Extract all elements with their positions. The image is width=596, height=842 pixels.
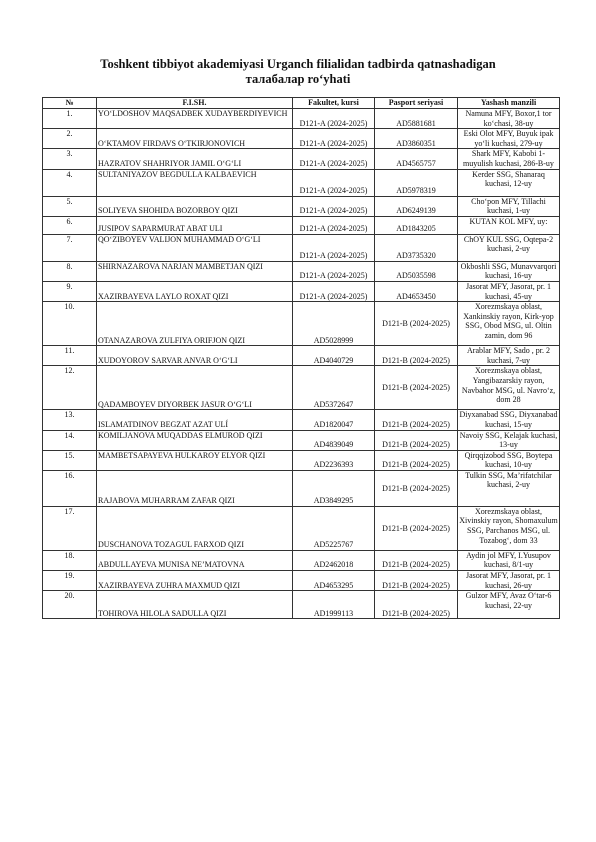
row-number: 13. [43, 410, 97, 430]
full-name-cell: QO‘ZIBOYEV VALIJON MUHAMMAD O‘G‘LI [97, 234, 293, 261]
row-number: 6. [43, 216, 97, 234]
address-cell: Okboshli SSG, Munavvarqori kuchasi, 16-uy [458, 261, 560, 281]
table-row [43, 366, 560, 410]
full-name-cell: OTANAZAROVA ZULFIYA ORIFJON QIZI [97, 302, 293, 346]
table-header-row [43, 98, 560, 109]
full-name-cell: HAZRATOV SHAHRIYOR JAMIL O‘G‘LI [97, 149, 293, 169]
faculty-cell: D121-A (2024-2025) [293, 216, 375, 234]
full-name-cell: KOMILJANOVA MUQADDAS ELMUROD QIZI [97, 430, 293, 450]
passport-cell: D121-B (2024-2025) [375, 430, 458, 450]
faculty-cell: AD4653295 [293, 571, 375, 591]
row-number: 3. [43, 149, 97, 169]
full-name-cell: SHIRNAZAROVA NARJAN MAMBETJAN QIZI [97, 261, 293, 281]
passport-cell: AD5881681 [375, 109, 458, 129]
full-name-cell: RAJABOVA MUHARRAM ZAFAR QIZI [97, 470, 293, 506]
faculty-cell: AD5372647 [293, 366, 375, 410]
full-name-cell: DUSCHANOVA TOZAGUL FARXOD QIZI [97, 506, 293, 550]
full-name-cell: SULTANIYAZOV BEGDULLA KALBAEVICH [97, 169, 293, 196]
passport-cell: D121-B (2024-2025) [375, 571, 458, 591]
passport-cell: D121-B (2024-2025) [375, 410, 458, 430]
faculty-cell: D121-A (2024-2025) [293, 196, 375, 216]
passport-cell: D121-B (2024-2025) [375, 591, 458, 619]
table-body [43, 109, 560, 619]
table-row [43, 216, 560, 234]
table-row [43, 550, 560, 570]
table-row [43, 169, 560, 196]
row-number: 16. [43, 470, 97, 506]
address-cell: Navoiy SSG, Kelajak kuchasi, 13-uy [458, 430, 560, 450]
row-number: 2. [43, 129, 97, 149]
faculty-cell: AD3849295 [293, 470, 375, 506]
title-line-2: талабалар ro‘yhati [245, 72, 351, 86]
table-row [43, 196, 560, 216]
faculty-cell: AD4040729 [293, 346, 375, 366]
faculty-cell: D121-A (2024-2025) [293, 109, 375, 129]
header-address: Yashash manzili [458, 98, 560, 109]
address-cell: Qirqqizobod SSG, Boytepa kuchasi, 10-uy [458, 450, 560, 470]
table-row [43, 346, 560, 366]
row-number: 7. [43, 234, 97, 261]
table-row [43, 470, 560, 506]
title-line-1: Toshkent tibbiyot akademiyasi Urganch filialidan tadbirda qatnashadigan [100, 57, 496, 71]
table-row [43, 302, 560, 346]
table-row [43, 410, 560, 430]
faculty-cell: AD5225767 [293, 506, 375, 550]
address-cell: ChOY KUL SSG, Oqtepa-2 kuchasi, 2-uy [458, 234, 560, 261]
address-cell: Xorezmskaya oblast, Xankinskiy rayon, Kirk-yop SSG, Obod MSG, ul. Oltin zamin, dom 96 [458, 302, 560, 346]
full-name-cell: ABDULLAYEVA MUNISA NE’MATOVNA [97, 550, 293, 570]
address-cell: Jasorat MFY, Jasorat, pr. 1 kuchasi, 26-uy [458, 571, 560, 591]
table-row [43, 149, 560, 169]
address-cell: Aydin jol MFY, I.Yusupov kuchasi, 8/1-uy [458, 550, 560, 570]
full-name-cell: TOHIROVA HILOLA SADULLA QIZI [97, 591, 293, 619]
faculty-cell: D121-A (2024-2025) [293, 169, 375, 196]
full-name-cell: XAZIRBAYEVA ZUHRA MAXMUD QIZI [97, 571, 293, 591]
full-name-cell: ISLAMATDINOV BEGZAT AZAT ULÍ [97, 410, 293, 430]
table-row [43, 281, 560, 301]
address-cell: Diyxanabad SSG, Diyxanabad kuchasi, 15-uy [458, 410, 560, 430]
passport-cell: AD4653450 [375, 281, 458, 301]
address-cell: Xorezmskaya oblast, Yangibazarskiy rayon, Navbahor MSG, ul. Navro‘z, dom 28 [458, 366, 560, 410]
faculty-cell: D121-A (2024-2025) [293, 149, 375, 169]
passport-cell: AD6249139 [375, 196, 458, 216]
passport-cell: D121-B (2024-2025) [375, 450, 458, 470]
table-row [43, 234, 560, 261]
passport-cell: D121-B (2024-2025) [375, 506, 458, 550]
address-cell: Eski Olot MFY, Buyuk ipak yo‘li kuchasi, 279-uy [458, 129, 560, 149]
header-full-name: F.I.SH. [97, 98, 293, 109]
address-cell: Gulzor MFY, Avaz O‘tar-6 kuchasi, 22-uy [458, 591, 560, 619]
row-number: 19. [43, 571, 97, 591]
faculty-cell: D121-A (2024-2025) [293, 261, 375, 281]
table-row [43, 571, 560, 591]
faculty-cell: D121-A (2024-2025) [293, 281, 375, 301]
full-name-cell: JUSIPOV SAPARMURAT ABAT ULI [97, 216, 293, 234]
header-passport: Pasport seriyasi [375, 98, 458, 109]
faculty-cell: AD4839049 [293, 430, 375, 450]
row-number: 18. [43, 550, 97, 570]
row-number: 14. [43, 430, 97, 450]
passport-cell: D121-B (2024-2025) [375, 470, 458, 506]
participants-table [42, 97, 560, 619]
faculty-cell: AD2462018 [293, 550, 375, 570]
faculty-cell: AD5028999 [293, 302, 375, 346]
passport-cell: D121-B (2024-2025) [375, 550, 458, 570]
passport-cell: AD5035598 [375, 261, 458, 281]
full-name-cell: YO‘LDOSHOV MAQSADBEK XUDAYBERDIYEVICH [97, 109, 293, 129]
passport-cell: AD4565757 [375, 149, 458, 169]
row-number: 17. [43, 506, 97, 550]
row-number: 10. [43, 302, 97, 346]
row-number: 4. [43, 169, 97, 196]
address-cell: Jasorat MFY, Jasorat, pr. 1 kuchasi, 45-uy [458, 281, 560, 301]
passport-cell: AD3735320 [375, 234, 458, 261]
faculty-cell: D121-A (2024-2025) [293, 129, 375, 149]
address-cell: Kerder SSG, Shanaraq kuchasi, 12-uy [458, 169, 560, 196]
faculty-cell: AD2236393 [293, 450, 375, 470]
full-name-cell: O‘KTAMOV FIRDAVS O‘TKIRJONOVICH [97, 129, 293, 149]
row-number: 1. [43, 109, 97, 129]
row-number: 12. [43, 366, 97, 410]
address-cell: Shark MFY, Kabobi 1-muyulish kuchasi, 286-B-uy [458, 149, 560, 169]
passport-cell: D121-B (2024-2025) [375, 366, 458, 410]
table-row [43, 261, 560, 281]
address-cell: KUTAN KOL MFY, uy: [458, 216, 560, 234]
passport-cell: AD5978319 [375, 169, 458, 196]
passport-cell: AD1843205 [375, 216, 458, 234]
row-number: 11. [43, 346, 97, 366]
faculty-cell: D121-A (2024-2025) [293, 234, 375, 261]
address-cell: Tulkin SSG, Ma’rifatchilar kuchasi, 2-uy [458, 470, 560, 506]
row-number: 20. [43, 591, 97, 619]
address-cell: Xorezmskaya oblast, Xivinskiy rayon, Shomaxulum SSG, Parchanos MSG, ul. Tozabog‘, dom 33 [458, 506, 560, 550]
passport-cell: D121-B (2024-2025) [375, 346, 458, 366]
row-number: 15. [43, 450, 97, 470]
header-faculty: Fakultet, kursi [293, 98, 375, 109]
address-cell: Arablar MFY, Sado , pr. 2 kuchasi, 7-uy [458, 346, 560, 366]
full-name-cell: SOLIYEVA SHOHIDA BOZORBOY QIZI [97, 196, 293, 216]
full-name-cell: XUDOYOROV SARVAR ANVAR O‘G‘LI [97, 346, 293, 366]
full-name-cell: XAZIRBAYEVA LAYLO ROXAT QIZI [97, 281, 293, 301]
table-row [43, 506, 560, 550]
document-title [60, 57, 536, 87]
table-row [43, 591, 560, 619]
table-row [43, 450, 560, 470]
passport-cell: D121-B (2024-2025) [375, 302, 458, 346]
table-row [43, 109, 560, 129]
row-number: 5. [43, 196, 97, 216]
table-row [43, 129, 560, 149]
faculty-cell: AD1820047 [293, 410, 375, 430]
address-cell: Cho‘pon MFY, Tillachi kuchasi, 1-uy [458, 196, 560, 216]
table-row [43, 430, 560, 450]
row-number: 9. [43, 281, 97, 301]
address-cell: Namuna MFY, Boxor,1 tor ko‘chasi, 38-uy [458, 109, 560, 129]
passport-cell: AD3860351 [375, 129, 458, 149]
full-name-cell: QADAMBOYEV DIYORBEK JASUR O‘G‘LI [97, 366, 293, 410]
header-number: № [43, 98, 97, 109]
full-name-cell: MAMBETSAPAYEVA HULKAROY ELYOR QIZI [97, 450, 293, 470]
faculty-cell: AD1999113 [293, 591, 375, 619]
row-number: 8. [43, 261, 97, 281]
